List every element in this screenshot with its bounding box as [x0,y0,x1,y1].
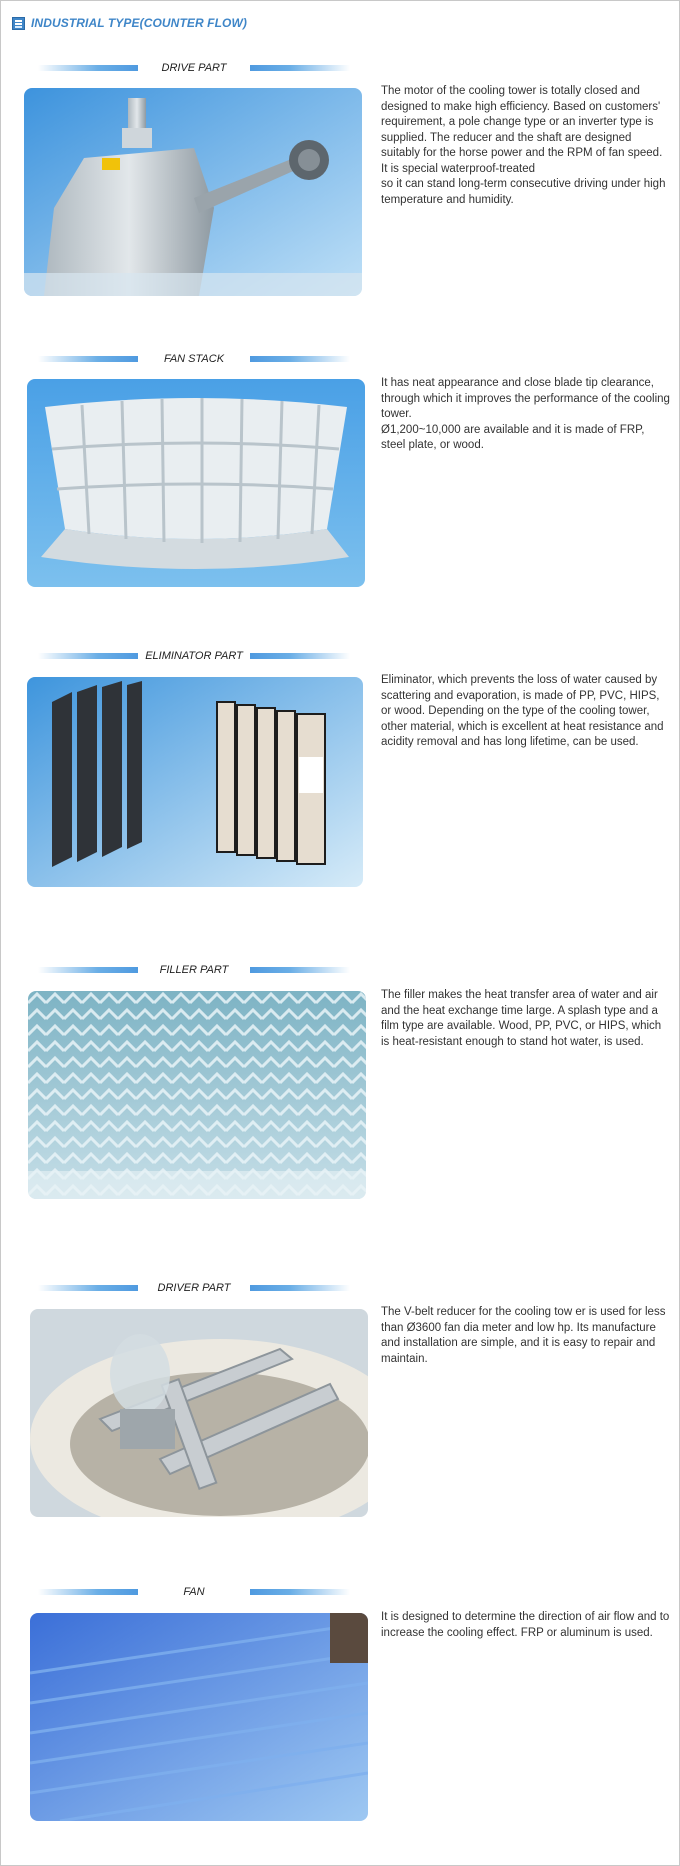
section-heading [38,60,350,76]
heading-bar-left [38,65,138,71]
section-description: Eliminator, which prevents the loss of water caused by scattering and evaporation, is made of PP, PVC, HIPS, or wood. Depending on the type of the cooling tower, other material, which is excellent at heat resistance and acidity removal and has long lifetime, can be used. [381,674,664,748]
section-title: DRIVER PART [157,1282,231,1294]
section-title: DRIVE PART [161,62,227,74]
heading-bar-left [38,356,138,362]
heading-bar-right [250,1285,350,1291]
section-description: The V-belt reducer for the cooling tow er is used for less than Ø3600 fan dia meter and low hp. Its manufacture and installation are simple, and it is easy to repair and maintain. [381,1306,666,1365]
section-heading [38,351,350,367]
heading-bar-left [38,967,138,973]
list-bullet-icon [12,17,25,30]
page-header [12,14,247,32]
page-title: INDUSTRIAL TYPE(COUNTER FLOW) [31,16,247,30]
section-title: FAN [183,1586,205,1598]
fan-stack-photo [27,379,365,587]
eliminator-part-photo [27,677,363,887]
heading-bar-right [250,967,350,973]
section-heading [38,962,350,978]
filler-part-photo [28,991,366,1199]
heading-bar-right [250,1589,350,1595]
fan-photo [30,1613,368,1821]
section-heading [38,1584,350,1600]
section-description: The motor of the cooling tower is totally closed and designed to make high efficiency. Based on customers' requirement, a pole change type or an inverter type is supplied. The reducer and the shaft are designed suitably for the horse power and the RPM of fan speed. It is special waterproof-treated so it can stand long-term consecutive driving under high temperature and humidity. [381,85,666,206]
heading-bar-right [250,356,350,362]
section-description: It has neat appearance and close blade tip clearance, through which it improves the performance of the cooling tower. Ø1,200~10,000 are available and it is made of FRP, steel plate, or wood. [381,377,670,451]
section-heading [38,1280,350,1296]
section-description: It is designed to determine the direction of air flow and to increase the cooling effect. FRP or aluminum is used. [381,1611,670,1639]
heading-bar-left [38,653,138,659]
section-title: FAN STACK [163,353,225,365]
drive-part-photo [24,88,362,296]
section-title: ELIMINATOR PART [145,650,243,662]
section-title: FILLER PART [159,964,229,976]
section-heading [38,648,350,664]
section-description: The filler makes the heat transfer area of water and air and the heat exchange time large. A splash type and a film type are available. Wood, PP, PVC, or HIPS, which is heat-resistant enough to stand hot water, is used. [381,989,662,1048]
driver-part-photo [30,1309,368,1517]
heading-bar-right [250,65,350,71]
heading-bar-left [38,1589,138,1595]
heading-bar-right [250,653,350,659]
heading-bar-left [38,1285,138,1291]
